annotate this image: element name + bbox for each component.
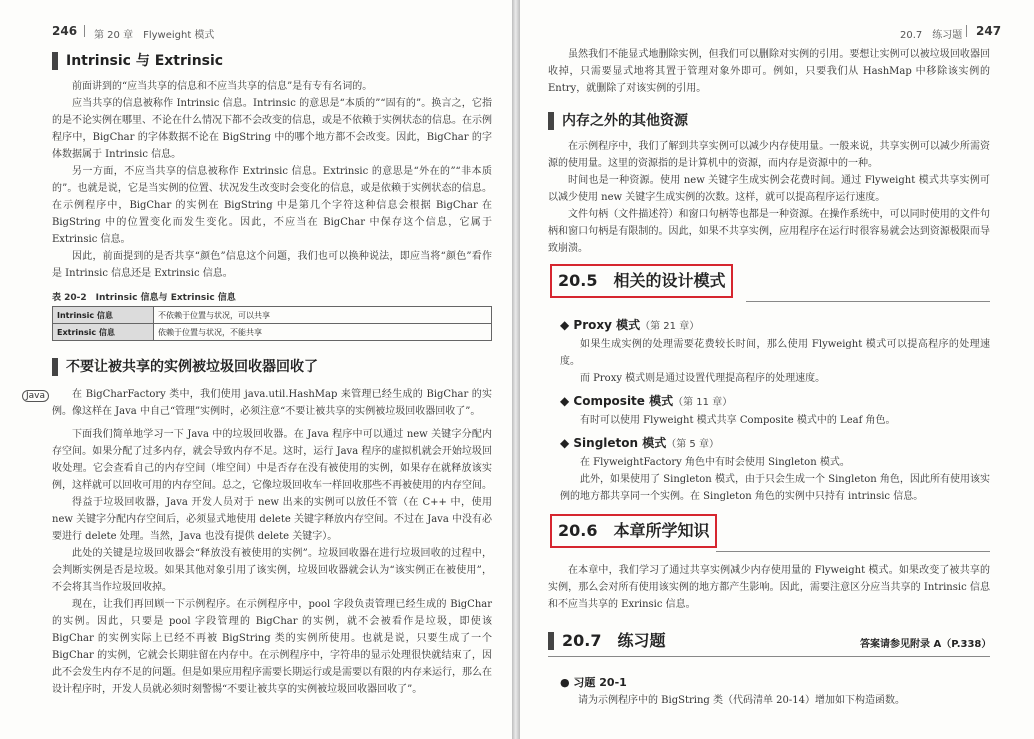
paragraph: 如果生成实例的处理需要花费较长时间，那么使用 Flyweight 模式可以提高程序的处理速度。: [560, 339, 990, 367]
heading-rule: [548, 656, 990, 657]
paragraph: 文件句柄（文件描述符）和窗口句柄等也都是一种资源。在操作系统中，可以同时使用的文件句柄和窗口句柄是有限制的。因此，如果不共享实例，应用程序在运行时很容易就会达到资源极限而导致崩溃。: [548, 209, 990, 254]
heading-20-6: 20.6 本章所学知识: [550, 514, 717, 548]
section-heading-intrinsic: Intrinsic 与 Extrinsic: [52, 52, 496, 70]
table-caption: 表 20-2 Intrinsic 信息与 Extrinsic 信息: [52, 293, 236, 303]
right-page: [520, 0, 1034, 739]
paragraph: 在 FlyweightFactory 角色中有时会使用 Singleton 模式。: [580, 457, 850, 468]
intrinsic-extrinsic-table: [52, 306, 492, 341]
paragraph: 此外，如果使用了 Singleton 模式，由于只会生成一个 Singleton 角色，因此所有使用该实例的地方都共享同一个实例。在 Singleton 角色的实例中只持有 intrinsic 信息。: [560, 474, 990, 502]
heading-rule: [716, 551, 990, 552]
paragraph: 现在，让我们再回顾一下示例程序。在示例程序中，pool 字段负责管理已经生成的 BigChar 的实例。因此，只要是 pool 字段管理的 BigChar 的实例，就不会被看作是垃圾，即使该 BigChar 的实例实际上已经不再被 BigString 类的实例所使用。也就是说，只要生成了一个 BigChar 的实例，它就会长期驻留在内存中。在示例程序中，字符串的显示处理很快就结束了，因此不会发生内存不足的问题。但是如果应用程序需要长期运行或是需要以有限的内存来运行，那么在设计程序时，开发人员就必须时刻警惕“不要让被共享的实例被垃圾回收器回收了”。: [52, 599, 492, 695]
paragraph: 在示例程序中，我们了解到共享实例可以减少内存使用量。一般来说，共享实例可以减少所需资源的使用量。这里的资源指的是计算机中的资源，而内存是资源中的一种。: [548, 141, 990, 169]
section-running-head: 20.7 练习题: [900, 30, 963, 41]
paragraph: 在本章中，我们学习了通过共享实例减少内存使用量的 Flyweight 模式。如果改变了被共享的实例，那么会对所有使用该实例的地方都产生影响。因此，需要注意区分应当共享的 Intrinsic 信息和不应当共享的 Exrinsic 信息。: [548, 565, 990, 610]
header-divider: [966, 25, 967, 37]
intro-paragraph-block: [548, 46, 990, 97]
heading-20-7: 20.7 练习题: [548, 632, 722, 650]
exercise-title: ● 习题 20-1: [560, 676, 627, 689]
paragraph: 在 BigCharFactory 类中，我们使用 java.util.HashMap 来管理已经生成的 BigChar 的实例。像这样在 Java 中自己“管理”实例时，必须注意“不要让被共享的实例被垃圾回收器回收了”。: [52, 389, 492, 417]
paragraph: 虽然我们不能显式地删除实例，但我们可以删除对实例的引用。要想让实例可以被垃圾回收器回收掉，只需要显式地将其置于管理对象外即可。例如，只要我们从 HashMap 中移除该实例的 Entry，就删除了对该实例的引用。: [548, 49, 990, 94]
heading-20-5: 20.5 相关的设计模式: [550, 264, 733, 298]
exercise-text: 请为示例程序中的 BigString 类（代码清单 20-14）增加如下构造函数。: [578, 695, 906, 706]
paragraph: 前面讲到的“应当共享的信息和不应当共享的信息”是有专有名词的。: [72, 81, 373, 92]
paragraph: 应当共享的信息被称作 Intrinsic 信息。Intrinsic 的意思是“本质的”“固有的”。换言之，它指的是不论实例在哪里、不论在什么情况下都不会改变的信息，或是不依赖于实例状态的信息。在示例程序中，BigChar 的字体数据不论在 BigString 中的哪个地方都不会改变。因此，BigChar 的字体数据属于 Intrinsic 信息。: [52, 98, 492, 160]
pattern-singleton: ◆ Singleton 模式（第 5 章）: [560, 436, 719, 450]
related-patterns-list: [560, 316, 990, 505]
section-gc-body: [52, 386, 492, 698]
page-number: 247: [976, 24, 1002, 38]
table-cell: Extrinsic 信息: [53, 324, 154, 341]
heading-rule: [746, 301, 990, 302]
section-resources-body: [548, 138, 990, 257]
answer-reference: 答案请参见附录 A（P.338）: [860, 639, 992, 650]
java-margin-tag: Java: [22, 390, 49, 402]
paragraph: 此处的关键是垃圾回收器会“释放没有被使用的实例”。垃圾回收器在进行垃圾回收的过程中，会判断实例是否是垃圾。如果其他对象引用了该实例，垃圾回收器就会认为“该实例正在被使用”，不会将其当作垃圾回收掉。: [52, 548, 492, 593]
book-gutter: [512, 0, 520, 739]
paragraph: 另一方面，不应当共享的信息被称作 Extrinsic 信息。Extrinsic 的意思是“外在的”“非本质的”。也就是说，它是当实例的位置、状况发生改变时会变化的信息，或是依赖于实例状态的信息。在示例程序中，BigChar 的实例在 BigString 中是第几个字符这种信息会根据 BigChar 在 BigString 中的位置变化而发生变化。因此，不应当在 BigChar 中保存这个信息，它属于 Extrinsic 信息。: [52, 166, 492, 245]
pattern-composite: ◆ Composite 模式（第 11 章）: [560, 394, 733, 408]
page-number: 246: [52, 24, 78, 38]
left-page: [0, 0, 512, 739]
table-cell: Intrinsic 信息: [53, 307, 154, 324]
section-summary-body: [548, 562, 990, 613]
section-heading-gc: 不要让被共享的实例被垃圾回收器回收了: [52, 358, 496, 376]
paragraph: 得益于垃圾回收器，Java 开发人员对于 new 出来的实例可以放任不管（在 C++ 中，使用 new 关键字分配内存空间后，必须显式地使用 delete 关键字释放内存空间。不过在 Java 中没有必要进行 delete 处理。当然，Java 也没有提供 delete 关键字）。: [52, 497, 492, 542]
paragraph: 因此，前面提到的是否共享“颜色”信息这个问题，我们也可以换种说法，即应当将“颜色”看作是 Intrinsic 信息还是 Extrinsic 信息。: [52, 251, 492, 279]
paragraph: 下面我们简单地学习一下 Java 中的垃圾回收器。在 Java 程序中可以通过 new 关键字分配内存空间。如果分配了过多内存，就会导致内存不足。这时，运行 Java 程序的虚拟机就会开始垃圾回收处理。它会查看自己的内存空间（堆空间）中是否存在没有被使用的实例，如果存在就释放该实例，这样就可以回收可用的内存空间。总之，它像垃圾回收车一样回收那些不再被使用的内存空间。: [52, 429, 492, 491]
pattern-proxy: ◆ Proxy 模式（第 21 章）: [560, 318, 700, 332]
chapter-running-head: 第 20 章 Flyweight 模式: [94, 30, 215, 41]
table-row: [53, 307, 492, 324]
table-cell: 不依赖于位置与状况，可以共享: [154, 307, 492, 324]
table-cell: 依赖于位置与状况，不能共享: [154, 324, 492, 341]
section-intrinsic-body: [52, 78, 492, 282]
paragraph: 而 Proxy 模式则是通过设置代理提高程序的处理速度。: [580, 373, 826, 384]
section-heading-resources: 内存之外的其他资源: [548, 112, 992, 130]
paragraph: 有时可以使用 Flyweight 模式共享 Composite 模式中的 Leaf 角色。: [580, 415, 896, 426]
table-row: [53, 324, 492, 341]
paragraph: 时间也是一种资源。使用 new 关键字生成实例会花费时间。通过 Flyweight 模式共享实例可以减少使用 new 关键字生成实例的次数。这样，就可以提高程序运行速度。: [548, 175, 990, 203]
header-divider: [84, 25, 85, 37]
